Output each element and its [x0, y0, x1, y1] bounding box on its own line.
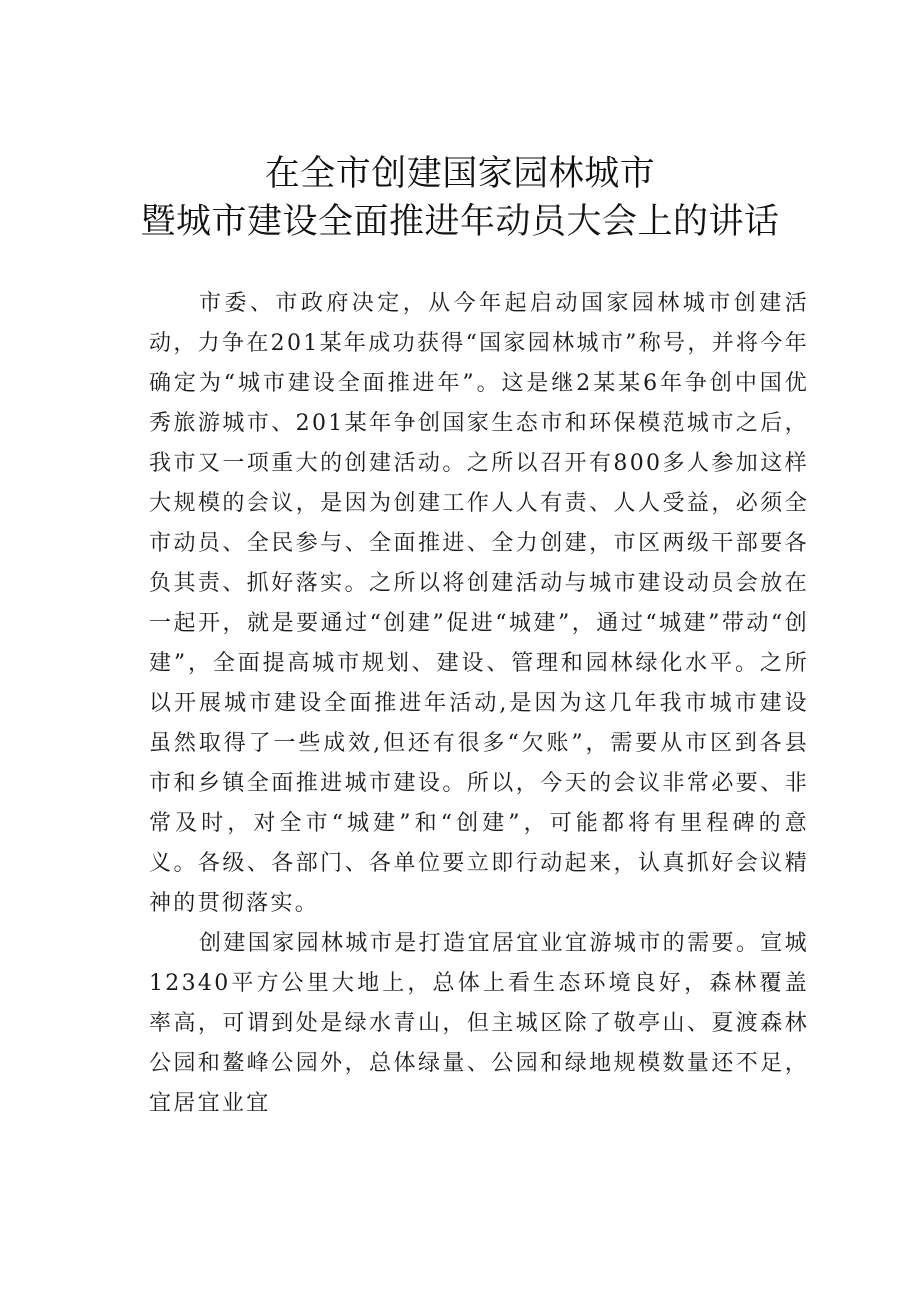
paragraph-2: 创建国家园林城市是打造宜居宜业宜游城市的需要。宣城12340平方公里大地上，总体上看生态环境良好，森林覆盖率高，可谓到处是绿水青山，但主城区除了敬亭山、夏渡森林公园和鳌峰公园外，总体绿量、公园和绿地规模数量还不足，宜居宜业宜 [149, 931, 809, 1116]
document-title [120, 150, 800, 246]
title-line-1: 在全市创建国家园林城市 [264, 154, 656, 194]
document-body [149, 284, 809, 1124]
title-line-2: 暨城市建设全面推进年动员大会上的讲话 [140, 202, 780, 242]
paragraph-1: 市委、市政府决定，从今年起启动国家园林城市创建活动，力争在201某年成功获得“国家园林城市”称号，并将今年确定为“城市建设全面推进年”。这是继2某某6年争创中国优秀旅游城市、201某年争创国家生态市和环保模范城市之后，我市又一项重大的创建活动。之所以召开有800多人参加这样大规模的会议，是因为创建工作人人有责、人人受益，必须全市动员、全民参与、全面推进、全力创建，市区两级干部要各负其责、抓好落实。之所以将创建活动与城市建设动员会放在一起开，就是要通过“创建”促进“城建”，通过“城建”带动“创建”，全面提高城市规划、建设、管理和园林绿化水平。之所以开展城市建设全面推进年活动,是因为这几年我市城市建设虽然取得了一些成效,但还有很多“欠账”，需要从市区到各县市和乡镇全面推进城市建设。所以，今天的会议非常必要、非常及时，对全市“城建”和“创建”，可能都将有里程碑的意义。各级、各部门、各单位要立即行动起来，认真抓好会议精神的贯彻落实。 [149, 291, 809, 916]
